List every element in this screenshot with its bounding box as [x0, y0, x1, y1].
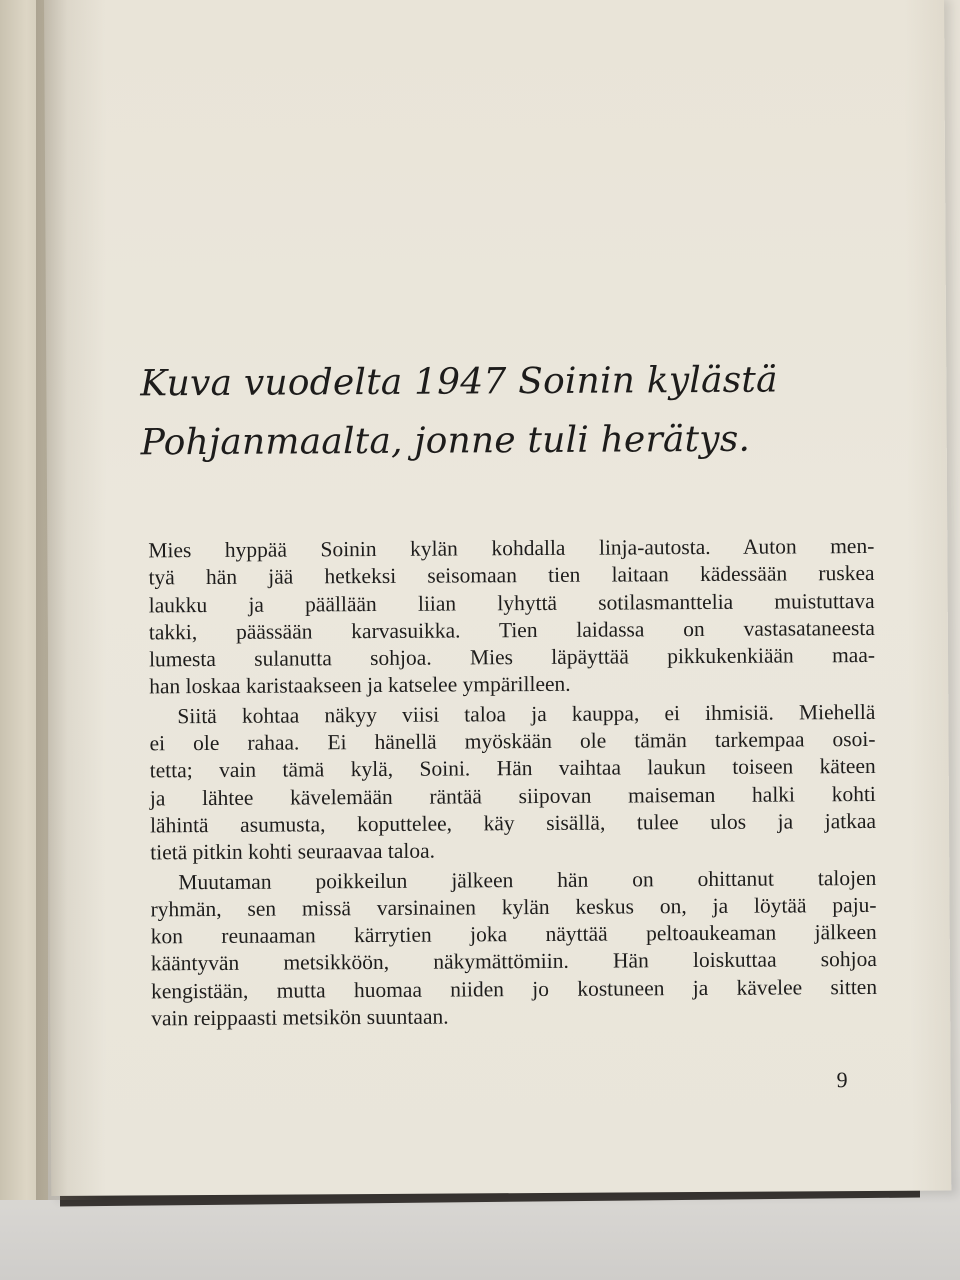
- text-line: ja lähtee kävelemään räntää siipovan maiseman halki kohti: [149, 781, 876, 811]
- text-line: ryhmän, sen missä varsinainen kylän keskus on, ja löytää paju-: [150, 892, 877, 922]
- heading-line: Kuva vuodelta 1947 Soinin kylästä: [140, 359, 778, 405]
- chapter-heading: [140, 350, 881, 473]
- body-text: [148, 533, 877, 1035]
- text-line: kääntyvän metsikköön, näkymättömiin. Hän loiskuttaa sohjoa: [150, 947, 877, 976]
- text-line: laukku ja päällään liian lyhyttä sotilasmanttelia muistuttava: [148, 588, 875, 617]
- text-line: lumesta sulanutta sohjoa. Mies läpäyttää pikkukenkiään maa-: [148, 643, 876, 672]
- text-line: tyä hän jää hetkeksi seisomaan tien laitaan kädessään ruskea: [148, 561, 875, 590]
- text-line: ei ole rahaa. Ei hänellä myöskään ole tämän tarkempaa osoi-: [149, 727, 876, 756]
- text-line: tetta; vain tämä kylä, Soini. Hän vaihtaa laukun toiseen käteen: [149, 754, 876, 783]
- gutter-shadow: [36, 0, 106, 1200]
- text-line: vain reippaasti metsikön suuntaan.: [151, 1004, 449, 1031]
- text-line: Muutaman poikkeilun jälkeen hän on ohittanut talojen: [178, 865, 877, 894]
- paragraph: [149, 699, 876, 867]
- page-number: 9: [836, 1067, 848, 1093]
- text-line: kengistään, mutta huomaa niiden jo kostuneen ja kävelee sitten: [150, 974, 878, 1004]
- text-line: tietä pitkin kohti seuraavaa taloa.: [150, 838, 436, 865]
- heading-line: Pohjanmaalta, jonne tuli herätys.: [140, 418, 751, 464]
- book-page: [44, 0, 951, 1196]
- text-line: kon reunaaman kärrytien joka näyttää peltoaukeaman jälkeen: [150, 920, 877, 949]
- text-line: lähintä asumusta, koputtelee, käy sisällä, tulee ulos ja jatkaa: [149, 808, 877, 838]
- paragraph: [150, 864, 877, 1032]
- text-line: takki, päässään karvasuikka. Tien laidassa on vastasataneesta: [148, 615, 875, 645]
- text-line: han loskaa karistaakseen ja katselee ympärilleen.: [149, 672, 571, 699]
- text-line: Mies hyppää Soinin kylän kohdalla linja-autosta. Auton men-: [148, 533, 875, 563]
- text-line: Siitä kohtaa näkyy viisi taloa ja kauppa, ei ihmisiä. Miehellä: [177, 699, 876, 728]
- paragraph: [148, 533, 875, 701]
